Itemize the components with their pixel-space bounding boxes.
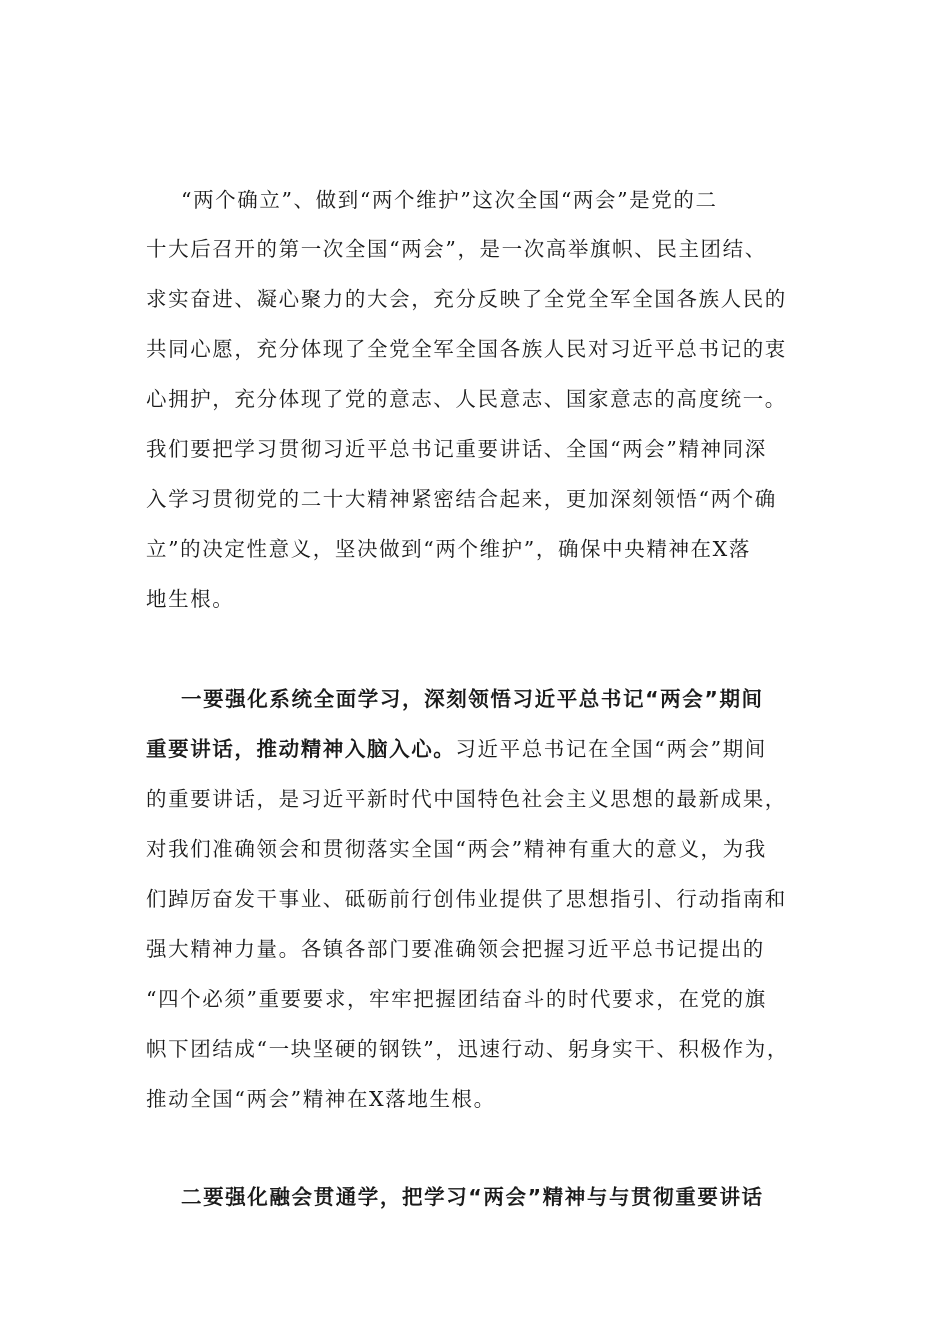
paragraph-2-line-4: 对我们准确领会和贯彻落实全国“两会”精神有重大的意义，为我 — [146, 837, 767, 861]
paragraph-1-line-2: 十大后召开的第一次全国“两会”，是一次高举旗帜、民主团结、 — [146, 237, 767, 261]
paragraph-1-line-7: 入学习贯彻党的二十大精神紧密结合起来，更加深刻领悟“两个确 — [146, 487, 777, 511]
paragraph-1-line-6: 我们要把学习贯彻习近平总书记重要讲话、全国“两会”精神同深 — [146, 437, 767, 461]
paragraph-2-line-3: 的重要讲话，是习近平新时代中国特色社会主义思想的最新成果， — [146, 787, 787, 811]
paragraph-2-line-5: 们踔厉奋发干事业、砥砺前行创伟业提供了思想指引、行动指南和 — [146, 887, 787, 911]
paragraph-2-line-6: 强大精神力量。各镇各部门要准确领会把握习近平总书记提出的 — [146, 937, 765, 961]
paragraph-1-line-5: 心拥护，充分体现了党的意志、人民意志、国家意志的高度统一。 — [146, 387, 787, 411]
paragraph-2-heading-line-2: 重要讲话，推动精神入脑入心。 — [146, 737, 456, 761]
paragraph-1-line-4: 共同心愿，充分体现了全党全军全国各族人民对习近平总书记的衷 — [146, 337, 787, 361]
paragraph-1-line-1: “两个确立”、做到“两个维护”这次全国“两会”是党的二 — [181, 188, 718, 212]
paragraph-1-line-9: 地生根。 — [146, 587, 235, 611]
paragraph-2-line-9: 推动全国“两会”精神在X落地生根。 — [146, 1087, 496, 1111]
paragraph-1-line-8: 立”的决定性意义，坚决做到“两个维护”，确保中央精神在X落 — [146, 537, 751, 561]
paragraph-2-heading-line-1: 一要强化系统全面学习，深刻领悟习近平总书记“两会”期间 — [181, 687, 764, 711]
paragraph-2-line-2 — [146, 736, 836, 762]
paragraph-3-heading-line-1: 二要强化融会贯通学，把学习“两会”精神与与贯彻重要讲话 — [181, 1185, 764, 1209]
paragraph-2-line-2-rest: 习近平总书记在全国“两会”期间 — [455, 737, 767, 761]
paragraph-2-line-8: 帜下团结成“一块坚硬的钢铁”，迅速行动、躬身实干、积极作为， — [146, 1037, 789, 1061]
paragraph-1-line-3: 求实奋进、凝心聚力的大会，充分反映了全党全军全国各族人民的 — [146, 287, 787, 311]
paragraph-2-line-7: “四个必须”重要要求，牢牢把握团结奋斗的时代要求，在党的旗 — [146, 987, 767, 1011]
